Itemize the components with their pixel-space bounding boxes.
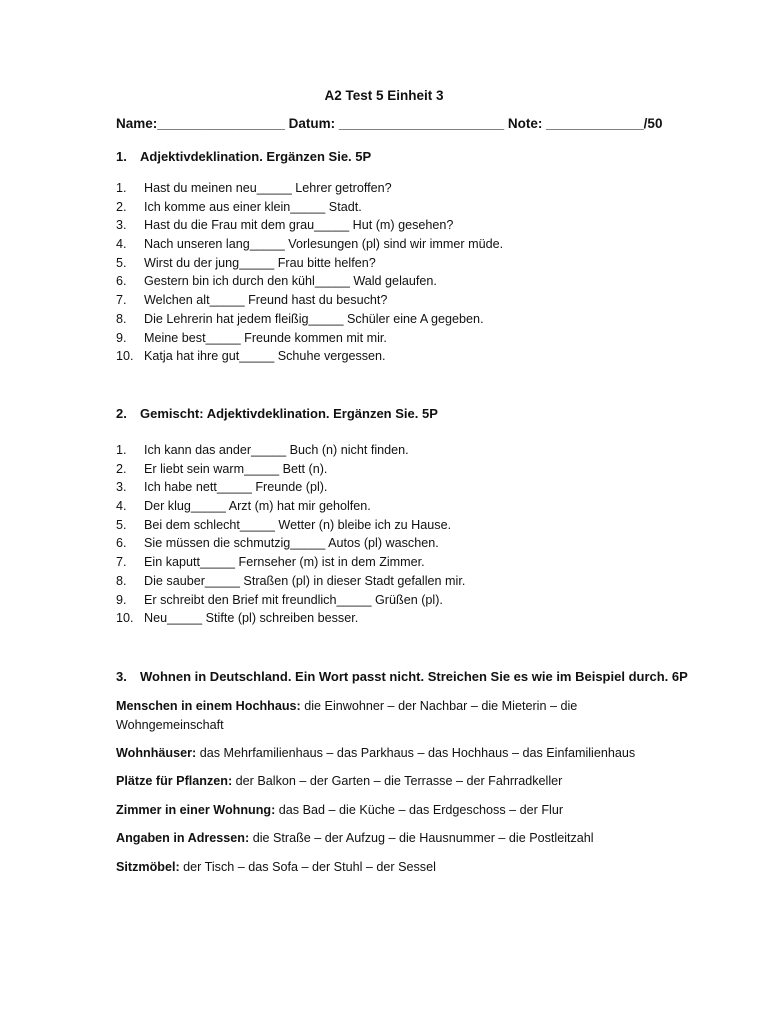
- item-text: Ich kann das ander_____ Buch (n) nicht finden.: [144, 443, 409, 457]
- document-title: A2 Test 5 Einheit 3: [324, 88, 444, 103]
- category-row: [116, 744, 656, 763]
- item-number: 6.: [116, 274, 127, 289]
- section-title: Wohnen in Deutschland. Ein Wort passt nicht. Streichen Sie es wie im Beispiel durch. 6P: [140, 669, 688, 684]
- category-label: Menschen in einem Hochhaus:: [116, 699, 301, 713]
- item-number: 7.: [116, 555, 127, 570]
- item-number: 1.: [116, 181, 127, 195]
- item-number: 5.: [116, 255, 127, 270]
- section-1-list: [116, 179, 676, 366]
- section-number: 1.: [116, 149, 127, 164]
- item-text: Nach unseren lang_____ Vorlesungen (pl) sind wir immer müde.: [144, 237, 504, 252]
- item-text: Wirst du der jung_____ Frau bitte helfen?: [144, 255, 376, 270]
- category-words: die Einwohner – der Nachbar – die Mieterin – die Wohngemeinschaft: [116, 699, 578, 732]
- category-words: das Mehrfamilienhaus – das Parkhaus – das Hochhaus – das Einfamilienhaus: [199, 746, 636, 760]
- item-text: Neu_____ Stifte (pl) schreiben besser.: [144, 611, 359, 626]
- item-text: Bei dem schlecht_____ Wetter (n) bleibe ich zu Hause.: [144, 517, 452, 532]
- category-label: Zimmer in einer Wohnung:: [116, 803, 276, 817]
- item-number: 4.: [116, 499, 127, 514]
- exercise-item: [116, 216, 676, 235]
- exercise-item: [116, 254, 676, 273]
- exercise-item: [116, 347, 676, 366]
- item-text: Er liebt sein warm_____ Bett (n).: [144, 461, 328, 476]
- item-number: 8.: [116, 311, 127, 326]
- category-row: [116, 772, 656, 791]
- section-3-heading: [116, 669, 688, 684]
- exercise-item: [116, 272, 676, 291]
- item-number: 9.: [116, 592, 127, 607]
- category-label: Sitzmöbel:: [116, 860, 180, 874]
- exercise-item: [116, 235, 676, 254]
- item-text: Katja hat ihre gut_____ Schuhe vergessen.: [144, 349, 386, 364]
- exercise-item: [116, 516, 676, 535]
- item-text: Ein kaputt_____ Fernseher (m) ist in dem Zimmer.: [144, 555, 425, 570]
- item-text: Ich habe nett_____ Freunde (pl).: [144, 480, 328, 495]
- exercise-item: [116, 310, 676, 329]
- item-number: 5.: [116, 517, 127, 532]
- section-title: Gemischt: Adjektivdeklination. Ergänzen Sie. 5P: [140, 406, 438, 421]
- category-words: der Balkon – der Garten – die Terrasse – der Fahrradkeller: [235, 774, 563, 788]
- section-2-heading: [116, 406, 438, 421]
- section-2-list: [116, 441, 676, 628]
- section-title: Adjektivdeklination. Ergänzen Sie. 5P: [140, 149, 372, 164]
- section-1-heading: [116, 149, 371, 164]
- item-number: 3.: [116, 218, 127, 233]
- exercise-item: [116, 198, 676, 217]
- item-number: 4.: [116, 237, 127, 252]
- section-number: 3.: [116, 669, 127, 684]
- item-text: Die sauber_____ Straßen (pl) in dieser Stadt gefallen mir.: [144, 573, 466, 588]
- category-row: [116, 801, 656, 820]
- item-number: 10.: [116, 611, 134, 626]
- category-words: die Straße – der Aufzug – die Hausnummer – die Postleitzahl: [252, 831, 594, 845]
- item-number: 6.: [116, 536, 127, 551]
- exercise-item: [116, 329, 676, 348]
- item-number: 8.: [116, 573, 127, 588]
- item-text: Die Lehrerin hat jedem fleißig_____ Schüler eine A gegeben.: [144, 311, 484, 326]
- category-label: Wohnhäuser:: [116, 746, 197, 760]
- exercise-item: [116, 497, 676, 516]
- item-text: Hast du die Frau mit dem grau_____ Hut (m) gesehen?: [144, 218, 454, 233]
- exercise-item: [116, 572, 676, 591]
- exercise-item: [116, 553, 676, 572]
- category-words: der Tisch – das Sofa – der Stuhl – der Sessel: [183, 860, 436, 874]
- item-text: Welchen alt_____ Freund hast du besucht?: [144, 293, 388, 308]
- item-text: Er schreibt den Brief mit freundlich_____ Grüßen (pl).: [144, 592, 443, 607]
- exercise-item: [116, 179, 676, 198]
- item-text: Hast du meinen neu_____ Lehrer getroffen?: [144, 181, 392, 195]
- category-row: [116, 829, 656, 848]
- exercise-item: [116, 441, 676, 460]
- exercise-item: [116, 291, 676, 310]
- item-text: Meine best_____ Freunde kommen mit mir.: [144, 330, 387, 345]
- exercise-item: [116, 534, 676, 553]
- exercise-item: [116, 609, 676, 628]
- item-number: 2.: [116, 199, 127, 214]
- item-number: 10.: [116, 349, 134, 364]
- item-number: 1.: [116, 443, 127, 457]
- name-date-grade-line: Name:_________________ Datum: ______________________ Note: _____________/50: [116, 116, 663, 131]
- exercise-item: [116, 478, 676, 497]
- category-label: Plätze für Pflanzen:: [116, 774, 233, 788]
- category-row: [116, 697, 656, 735]
- category-label: Angaben in Adressen:: [116, 831, 250, 845]
- item-number: 2.: [116, 461, 127, 476]
- item-number: 7.: [116, 293, 127, 308]
- exercise-item: [116, 460, 676, 479]
- item-text: Gestern bin ich durch den kühl_____ Wald gelaufen.: [144, 274, 437, 289]
- item-text: Der klug_____ Arzt (m) hat mir geholfen.: [144, 499, 371, 514]
- item-text: Sie müssen die schmutzig_____ Autos (pl) waschen.: [144, 536, 439, 551]
- category-words: das Bad – die Küche – das Erdgeschoss – der Flur: [278, 803, 564, 817]
- section-number: 2.: [116, 406, 127, 421]
- item-number: 3.: [116, 480, 127, 495]
- item-number: 9.: [116, 330, 127, 345]
- category-row: [116, 858, 656, 877]
- exercise-item: [116, 591, 676, 610]
- item-text: Ich komme aus einer klein_____ Stadt.: [144, 199, 362, 214]
